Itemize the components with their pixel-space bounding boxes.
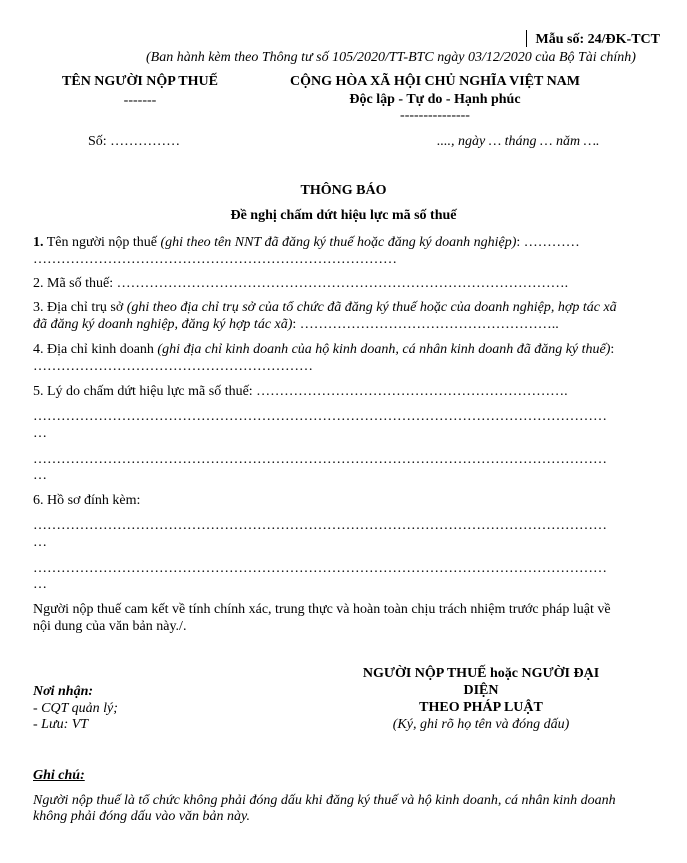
item-3-dots: : ……………………………………………….. (292, 317, 559, 332)
item-1-fill-line: …………………………………………………………………… (33, 252, 397, 267)
item-4-fill-line: …………………………………………………… (33, 359, 313, 374)
item-1-number: 1. (33, 235, 44, 250)
item-5-fill-line-2b: … (33, 468, 47, 483)
item-1-note: (ghi theo tên NNT đã đăng ký thuế hoặc đăng ký doanh nghiệp) (160, 235, 517, 250)
notes-label: Ghi chú: (33, 768, 85, 783)
taxpayer-dash: ------- (123, 93, 157, 108)
item-3-note-1: (ghi theo địa chỉ trụ sở của tổ chức đã đăng ký thuế hoặc của doanh nghiệp, hợp tác xã (126, 300, 617, 315)
signature-note: (Ký, ghi rõ họ tên và đóng dấu) (392, 717, 570, 732)
notes-line-1: Người nộp thuế là tổ chức không phải đóng dấu khi đăng ký thuế và hộ kinh doanh, cá nhân kinh doanh (33, 793, 616, 808)
motto: Độc lập - Tự do - Hạnh phúc (349, 92, 521, 107)
issued-note: (Ban hành kèm theo Thông tư số 105/2020/TT-BTC ngày 03/12/2020 của Bộ Tài chính) (146, 50, 636, 65)
taxpayer-name-label: TÊN NGƯỜI NỘP THUẾ (62, 74, 218, 89)
signature-title-1: NGƯỜI NỘP THUẾ hoặc NGƯỜI ĐẠI (362, 666, 600, 681)
form-number: Mẫu số: 24/ĐK-TCT (535, 32, 660, 47)
commitment-line-2: nội dung của văn bản này./. (33, 619, 187, 634)
item-4 (33, 341, 614, 358)
item-6: 6. Hồ sơ đính kèm: (33, 493, 141, 508)
text-cursor (526, 30, 527, 47)
country-name: CỘNG HÒA XÃ HỘI CHỦ NGHĨA VIỆT NAM (289, 74, 580, 89)
document-number: Số: …………… (88, 134, 181, 149)
item-1-label: Tên người nộp thuế (43, 235, 161, 250)
notes-line-2: không phải đóng dấu vào văn bản này. (33, 809, 250, 824)
page-title: THÔNG BÁO (300, 183, 387, 198)
recipient-2: - Lưu: VT (33, 717, 89, 732)
item-5-fill-line-1: …………………………………………………………………………………………………………… (33, 409, 607, 424)
item-4-note: (ghi địa chỉ kinh doanh của hộ kinh doanh, cá nhân kinh doanh đã đăng ký thuế) (157, 342, 611, 357)
item-6-fill-line-2b: … (33, 577, 47, 592)
item-1 (33, 234, 580, 251)
recipient-1: - CQT quản lý; (33, 701, 118, 716)
item-3-label: 3. Địa chỉ trụ sở (33, 300, 127, 315)
signature-title-3: THEO PHÁP LUẬT (419, 700, 543, 715)
commitment-line-1: Người nộp thuế cam kết về tính chính xác, trung thực và hoàn toàn chịu trách nhiệm trước pháp luật về (33, 602, 611, 617)
item-5-fill-line-1b: … (33, 426, 47, 441)
item-5-fill-line-2: …………………………………………………………………………………………………………… (33, 452, 607, 467)
document-date: ...., ngày … tháng … năm …. (437, 134, 600, 149)
item-3-cont (33, 316, 559, 333)
item-4-colon: : (610, 342, 615, 357)
recipients-label: Nơi nhận: (33, 684, 94, 699)
item-6-fill-line-2: …………………………………………………………………………………………………………… (33, 561, 607, 576)
signature-title-2: DIỆN (463, 683, 499, 698)
item-3-note-2: đã đăng ký doanh nghiệp, đăng ký hợp tác xã) (33, 317, 293, 332)
item-6-fill-line-1: …………………………………………………………………………………………………………… (33, 518, 607, 533)
motto-dash: --------------- (400, 108, 470, 123)
item-2: 2. Mã số thuế: ……………………………………………………………………………………. (33, 276, 569, 291)
item-1-dots: : ………… (516, 235, 580, 250)
page-subtitle: Đề nghị chấm dứt hiệu lực mã số thuế (230, 208, 457, 223)
item-5: 5. Lý do chấm dứt hiệu lực mã số thuế: …………………………………………………………. (33, 384, 568, 399)
item-4-label: 4. Địa chỉ kinh doanh (33, 342, 158, 357)
item-6-fill-line-1b: … (33, 535, 47, 550)
item-3 (33, 299, 617, 316)
